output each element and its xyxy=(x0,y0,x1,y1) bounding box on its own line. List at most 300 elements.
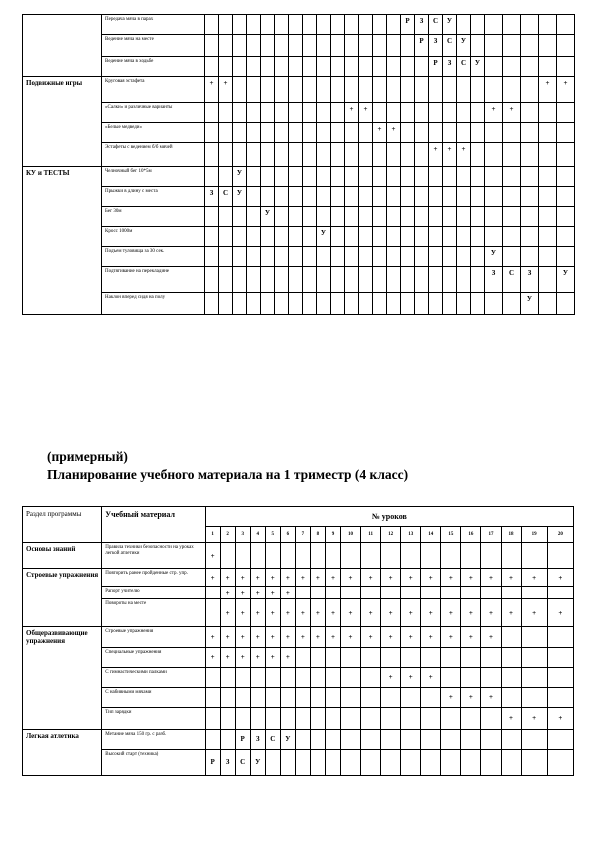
mark-cell xyxy=(345,77,359,103)
mark-cell: У xyxy=(233,187,247,207)
mark-cell xyxy=(401,77,415,103)
mark-cell xyxy=(219,207,233,227)
mark-cell xyxy=(401,103,415,123)
mark-cell xyxy=(387,207,401,227)
mark-cell: + xyxy=(361,599,381,627)
mark-cell xyxy=(547,667,573,687)
mark-cell xyxy=(503,123,521,143)
section-cell: Общеразвивающие упражнения xyxy=(23,627,102,648)
table-row xyxy=(23,227,575,247)
mark-cell xyxy=(345,143,359,167)
mark-cell xyxy=(457,267,471,293)
mark-cell xyxy=(441,707,461,729)
material-cell: «Белые медведи» xyxy=(102,123,205,143)
section-cell: Строевые упражнения xyxy=(23,569,102,587)
section-cell xyxy=(23,293,102,315)
mark-cell: + xyxy=(265,627,280,648)
mark-cell xyxy=(429,103,443,123)
mark-cell xyxy=(205,207,219,227)
mark-cell xyxy=(233,103,247,123)
mark-cell: + xyxy=(250,599,265,627)
mark-cell: + xyxy=(250,627,265,648)
mark-cell xyxy=(345,227,359,247)
section-cell xyxy=(23,35,102,57)
mark-cell xyxy=(443,227,457,247)
mark-cell: + xyxy=(220,569,235,587)
mark-cell xyxy=(261,57,275,77)
mark-cell xyxy=(387,167,401,187)
mark-cell: Р xyxy=(235,729,250,749)
mark-cell xyxy=(547,627,573,648)
page-title: Планирование учебного материала на 1 триместр (4 класс) xyxy=(47,467,409,482)
mark-cell: + xyxy=(295,599,310,627)
mark-cell xyxy=(485,187,503,207)
section-cell xyxy=(23,227,102,247)
mark-cell: + xyxy=(265,587,280,599)
mark-cell: + xyxy=(481,687,501,707)
mark-cell xyxy=(461,749,481,775)
mark-cell: С xyxy=(429,15,443,35)
mark-cell: + xyxy=(429,143,443,167)
mark-cell xyxy=(457,123,471,143)
mark-cell xyxy=(471,293,485,315)
material-cell: Строевые упражнения xyxy=(102,627,205,648)
mark-cell xyxy=(289,267,303,293)
mark-cell xyxy=(341,729,361,749)
mark-cell xyxy=(331,227,345,247)
mark-cell xyxy=(387,103,401,123)
mark-cell xyxy=(485,77,503,103)
mark-cell xyxy=(345,207,359,227)
mark-cell xyxy=(247,15,261,35)
mark-cell xyxy=(503,15,521,35)
mark-cell: + xyxy=(401,667,421,687)
mark-cell xyxy=(275,123,289,143)
mark-cell xyxy=(373,57,387,77)
mark-cell xyxy=(331,207,345,227)
mark-cell xyxy=(303,207,317,227)
mark-cell xyxy=(247,103,261,123)
mark-cell xyxy=(461,543,481,569)
mark-cell xyxy=(317,57,331,77)
mark-cell xyxy=(265,707,280,729)
table-row xyxy=(23,687,574,707)
mark-cell: + xyxy=(235,627,250,648)
mark-cell xyxy=(247,35,261,57)
mark-cell xyxy=(457,247,471,267)
mark-cell xyxy=(387,77,401,103)
mark-cell: С xyxy=(503,267,521,293)
mark-cell: + xyxy=(401,599,421,627)
mark-cell xyxy=(521,57,539,77)
mark-cell xyxy=(361,543,381,569)
table-row xyxy=(23,15,575,35)
mark-cell xyxy=(429,293,443,315)
table-row xyxy=(23,599,574,627)
mark-cell: + xyxy=(501,707,521,729)
mark-cell xyxy=(503,57,521,77)
mark-cell xyxy=(521,123,539,143)
mark-cell: + xyxy=(310,599,325,627)
mark-cell xyxy=(341,749,361,775)
mark-cell xyxy=(521,647,547,667)
mark-cell xyxy=(521,35,539,57)
mark-cell xyxy=(317,167,331,187)
lesson-number: 3 xyxy=(235,527,250,543)
mark-cell xyxy=(471,247,485,267)
mark-cell: + xyxy=(373,123,387,143)
mark-cell xyxy=(443,207,457,227)
mark-cell: У xyxy=(280,729,295,749)
mark-cell: + xyxy=(280,587,295,599)
mark-cell xyxy=(401,187,415,207)
mark-cell xyxy=(220,687,235,707)
mark-cell: + xyxy=(325,569,340,587)
mark-cell xyxy=(310,729,325,749)
mark-cell xyxy=(471,123,485,143)
lesson-number: 17 xyxy=(481,527,501,543)
mark-cell xyxy=(303,35,317,57)
mark-cell: + xyxy=(421,599,441,627)
mark-cell xyxy=(235,667,250,687)
mark-cell xyxy=(521,143,539,167)
mark-cell xyxy=(295,749,310,775)
mark-cell xyxy=(539,247,557,267)
bottom-planning-table xyxy=(22,506,574,776)
mark-cell xyxy=(415,167,429,187)
section-cell xyxy=(23,267,102,293)
lesson-number: 19 xyxy=(521,527,547,543)
mark-cell xyxy=(341,687,361,707)
mark-cell: + xyxy=(521,707,547,729)
mark-cell xyxy=(265,543,280,569)
mark-cell xyxy=(485,15,503,35)
mark-cell xyxy=(457,207,471,227)
lesson-number: 7 xyxy=(295,527,310,543)
mark-cell xyxy=(521,729,547,749)
mark-cell xyxy=(235,687,250,707)
mark-cell xyxy=(261,227,275,247)
mark-cell xyxy=(219,35,233,57)
mark-cell xyxy=(429,247,443,267)
section-cell xyxy=(23,103,102,123)
mark-cell xyxy=(331,103,345,123)
mark-cell xyxy=(325,667,340,687)
mark-cell xyxy=(387,187,401,207)
mark-cell xyxy=(401,247,415,267)
mark-cell: + xyxy=(325,599,340,627)
mark-cell xyxy=(295,543,310,569)
mark-cell: + xyxy=(381,667,401,687)
mark-cell xyxy=(401,647,421,667)
mark-cell xyxy=(250,667,265,687)
mark-cell xyxy=(557,103,575,123)
mark-cell xyxy=(289,103,303,123)
mark-cell xyxy=(247,227,261,247)
mark-cell xyxy=(547,647,573,667)
mark-cell: + xyxy=(235,587,250,599)
mark-cell xyxy=(461,729,481,749)
mark-cell xyxy=(250,543,265,569)
mark-cell xyxy=(250,707,265,729)
mark-cell xyxy=(345,35,359,57)
mark-cell xyxy=(261,293,275,315)
mark-cell: + xyxy=(539,77,557,103)
mark-cell xyxy=(359,267,373,293)
mark-cell xyxy=(421,749,441,775)
mark-cell: + xyxy=(205,543,220,569)
mark-cell xyxy=(275,15,289,35)
mark-cell xyxy=(220,667,235,687)
mark-cell: З xyxy=(443,57,457,77)
mark-cell xyxy=(401,729,421,749)
mark-cell xyxy=(345,57,359,77)
mark-cell xyxy=(373,77,387,103)
mark-cell: + xyxy=(481,627,501,648)
mark-cell xyxy=(247,247,261,267)
mark-cell xyxy=(205,167,219,187)
section-cell xyxy=(23,687,102,707)
mark-cell xyxy=(457,227,471,247)
mark-cell xyxy=(359,247,373,267)
mark-cell xyxy=(247,207,261,227)
mark-cell xyxy=(303,77,317,103)
mark-cell: + xyxy=(501,599,521,627)
mark-cell xyxy=(233,35,247,57)
mark-cell xyxy=(205,587,220,599)
mark-cell xyxy=(401,587,421,599)
mark-cell xyxy=(341,543,361,569)
mark-cell xyxy=(421,543,441,569)
mark-cell xyxy=(219,123,233,143)
table-row xyxy=(23,749,574,775)
mark-cell xyxy=(289,15,303,35)
mark-cell xyxy=(220,707,235,729)
mark-cell xyxy=(261,103,275,123)
mark-cell xyxy=(415,227,429,247)
mark-cell xyxy=(303,227,317,247)
mark-cell xyxy=(441,587,461,599)
material-cell: Правила техники безопасности на уроках легкой атлетики xyxy=(102,543,205,569)
mark-cell xyxy=(275,143,289,167)
table-row xyxy=(23,167,575,187)
mark-cell xyxy=(345,187,359,207)
subtitle: (примерный) xyxy=(47,449,128,464)
mark-cell xyxy=(303,123,317,143)
section-cell xyxy=(23,15,102,35)
mark-cell xyxy=(471,187,485,207)
mark-cell: С xyxy=(219,187,233,207)
mark-cell xyxy=(471,35,485,57)
mark-cell xyxy=(219,227,233,247)
mark-cell xyxy=(205,267,219,293)
mark-cell xyxy=(471,143,485,167)
mark-cell xyxy=(557,15,575,35)
table-row xyxy=(23,267,575,293)
mark-cell xyxy=(539,207,557,227)
mark-cell xyxy=(557,123,575,143)
mark-cell xyxy=(359,123,373,143)
mark-cell xyxy=(317,187,331,207)
mark-cell xyxy=(557,207,575,227)
mark-cell: С xyxy=(443,35,457,57)
mark-cell xyxy=(265,749,280,775)
mark-cell: + xyxy=(547,707,573,729)
material-cell: Наклон вперед сидя на полу xyxy=(102,293,205,315)
mark-cell xyxy=(289,207,303,227)
mark-cell: + xyxy=(310,569,325,587)
mark-cell xyxy=(429,227,443,247)
mark-cell xyxy=(317,247,331,267)
table-row xyxy=(23,729,574,749)
mark-cell xyxy=(247,187,261,207)
mark-cell xyxy=(441,749,461,775)
mark-cell xyxy=(485,293,503,315)
mark-cell xyxy=(401,57,415,77)
mark-cell xyxy=(387,267,401,293)
mark-cell: + xyxy=(280,647,295,667)
mark-cell: + xyxy=(220,599,235,627)
table-row xyxy=(23,57,575,77)
lesson-number: 5 xyxy=(265,527,280,543)
mark-cell: + xyxy=(220,647,235,667)
mark-cell xyxy=(539,227,557,247)
material-cell: Специальные упражнения xyxy=(102,647,205,667)
mark-cell: + xyxy=(481,569,501,587)
mark-cell: У xyxy=(443,15,457,35)
mark-cell xyxy=(539,143,557,167)
section-cell xyxy=(23,123,102,143)
mark-cell xyxy=(421,707,441,729)
mark-cell xyxy=(415,123,429,143)
mark-cell xyxy=(233,77,247,103)
mark-cell xyxy=(471,207,485,227)
table-row xyxy=(23,707,574,729)
mark-cell xyxy=(295,687,310,707)
mark-cell xyxy=(481,729,501,749)
mark-cell xyxy=(481,543,501,569)
mark-cell: + xyxy=(461,569,481,587)
mark-cell: + xyxy=(295,627,310,648)
section-cell xyxy=(23,57,102,77)
mark-cell xyxy=(295,729,310,749)
mark-cell xyxy=(303,293,317,315)
mark-cell xyxy=(331,123,345,143)
mark-cell: + xyxy=(235,569,250,587)
mark-cell xyxy=(521,543,547,569)
mark-cell xyxy=(441,729,461,749)
mark-cell xyxy=(261,123,275,143)
mark-cell: + xyxy=(265,569,280,587)
mark-cell: + xyxy=(250,647,265,667)
mark-cell xyxy=(421,687,441,707)
mark-cell: Р xyxy=(205,749,220,775)
mark-cell xyxy=(421,587,441,599)
mark-cell: С xyxy=(265,729,280,749)
mark-cell xyxy=(247,77,261,103)
mark-cell xyxy=(547,749,573,775)
table-row xyxy=(23,247,575,267)
material-cell: С гимнастическими палками xyxy=(102,667,205,687)
mark-cell xyxy=(503,143,521,167)
mark-cell xyxy=(421,647,441,667)
mark-cell xyxy=(387,57,401,77)
mark-cell xyxy=(331,143,345,167)
mark-cell xyxy=(441,667,461,687)
lesson-number: 15 xyxy=(441,527,461,543)
mark-cell xyxy=(359,77,373,103)
material-cell: Челночный бег 10*5м xyxy=(102,167,205,187)
mark-cell xyxy=(381,729,401,749)
mark-cell xyxy=(429,77,443,103)
mark-cell: + xyxy=(361,569,381,587)
section-cell: Легкая атлетика xyxy=(23,729,102,749)
mark-cell xyxy=(421,729,441,749)
mark-cell xyxy=(415,293,429,315)
material-cell: «Салки» и различные варианты xyxy=(102,103,205,123)
mark-cell xyxy=(471,103,485,123)
mark-cell xyxy=(539,187,557,207)
mark-cell xyxy=(485,143,503,167)
mark-cell: + xyxy=(461,687,481,707)
mark-cell xyxy=(539,57,557,77)
mark-cell xyxy=(501,729,521,749)
mark-cell xyxy=(289,143,303,167)
mark-cell xyxy=(275,187,289,207)
lesson-number: 4 xyxy=(250,527,265,543)
mark-cell xyxy=(373,103,387,123)
mark-cell xyxy=(381,543,401,569)
mark-cell xyxy=(539,293,557,315)
mark-cell xyxy=(325,687,340,707)
mark-cell xyxy=(373,207,387,227)
mark-cell xyxy=(461,587,481,599)
mark-cell xyxy=(295,667,310,687)
mark-cell: + xyxy=(280,599,295,627)
mark-cell xyxy=(261,187,275,207)
mark-cell xyxy=(381,647,401,667)
mark-cell xyxy=(443,267,457,293)
mark-cell xyxy=(331,35,345,57)
mark-cell xyxy=(205,599,220,627)
mark-cell xyxy=(443,293,457,315)
mark-cell xyxy=(429,207,443,227)
mark-cell xyxy=(481,667,501,687)
mark-cell xyxy=(261,15,275,35)
mark-cell xyxy=(557,35,575,57)
mark-cell xyxy=(557,143,575,167)
mark-cell xyxy=(381,707,401,729)
mark-cell xyxy=(373,227,387,247)
mark-cell xyxy=(303,247,317,267)
section-cell xyxy=(23,587,102,599)
mark-cell xyxy=(485,57,503,77)
mark-cell xyxy=(220,543,235,569)
mark-cell: + xyxy=(381,627,401,648)
mark-cell xyxy=(341,707,361,729)
mark-cell xyxy=(373,267,387,293)
mark-cell xyxy=(289,293,303,315)
mark-cell: У xyxy=(233,167,247,187)
mark-cell xyxy=(443,187,457,207)
mark-cell xyxy=(481,707,501,729)
mark-cell xyxy=(325,647,340,667)
mark-cell xyxy=(503,247,521,267)
mark-cell xyxy=(325,543,340,569)
mark-cell xyxy=(275,267,289,293)
mark-cell: Р xyxy=(415,35,429,57)
mark-cell xyxy=(303,187,317,207)
